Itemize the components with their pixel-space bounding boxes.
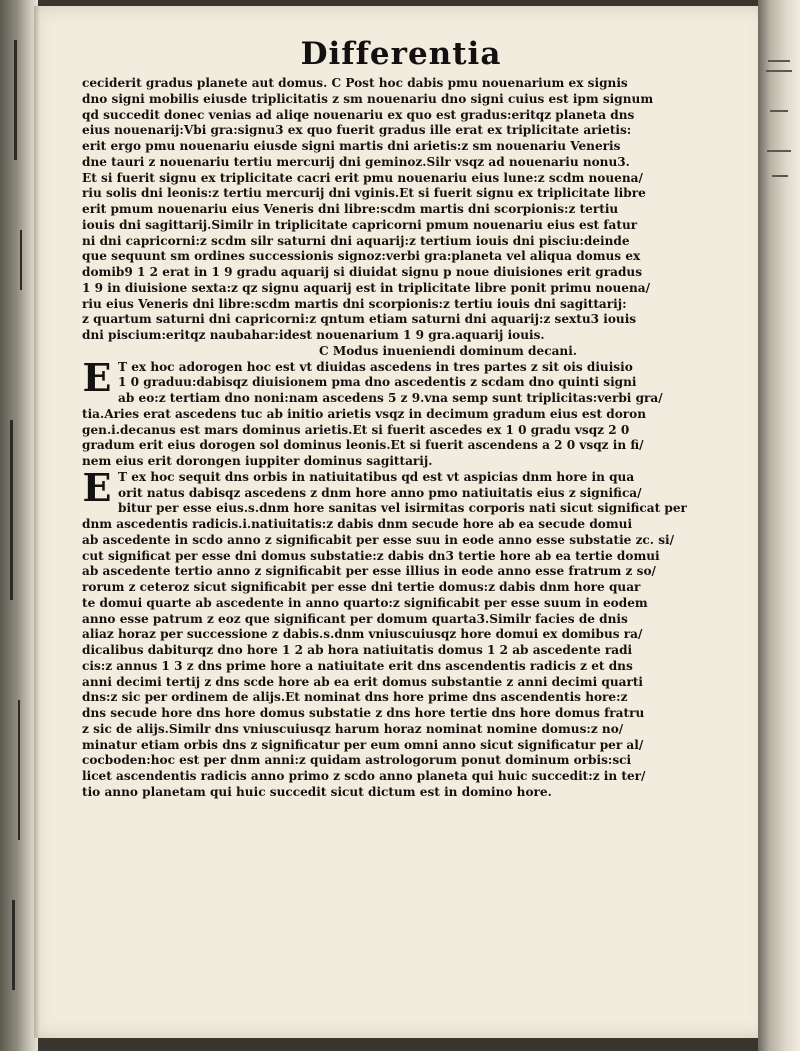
text-line: cis:z annus 1 3 z dns prime hore a natiuitate erit dns ascendentis radicis z et dns bbox=[82, 658, 633, 673]
text-line: dns secude hore dns hore domus substatie z dns hore tertie dns hore domus fratru bbox=[82, 706, 645, 720]
text-line: T ex hoc adorogen hoc est vt diuidas ascedens in tres partes z sit ois diuisio bbox=[118, 359, 633, 374]
page-gutter-shadow bbox=[34, 6, 40, 1038]
text-line: bitur per esse eius.s.dnm hore sanitas vel isirmitas corporis nati sicut significat per bbox=[118, 501, 687, 516]
page-body bbox=[82, 76, 754, 801]
text-line: que sequunt sm ordines successionis signoz:verbi gra:planeta vel aliqua domus ex bbox=[82, 249, 641, 264]
text-line: dicalibus dabiturqz dno hore 1 2 ab hora natiuitatis domus 1 2 ab ascedente radi bbox=[82, 643, 633, 657]
text-line: 1 0 graduu:dabisqz diuisionem pma dno ascedentis z scdam dno quinti signi bbox=[118, 375, 637, 390]
text-line: rorum z ceteroz sicut significabit per esse dni tertie domus:z dabis dnm hore quar bbox=[82, 580, 641, 594]
text-line: ab ascedente in scdo anno z significabit per esse suu in eode anno esse substatie zc. si/ bbox=[82, 532, 675, 547]
initial-capital: E bbox=[82, 359, 112, 400]
book-page bbox=[34, 6, 768, 1038]
text-line: erit ergo pmu nouenariu eiusde signi martis dni arietis:z sm nouenariu Veneris bbox=[82, 139, 621, 153]
text-line: tia.Aries erat ascedens tuc ab initio arietis vsqz in decimum gradum eius est doron bbox=[82, 406, 646, 421]
paragraph-intro bbox=[82, 76, 754, 344]
text-line: z quartum saturni dni capricorni:z qntum etiam saturni dni aquarij:z sextu3 iouis bbox=[82, 312, 637, 327]
text-line: licet ascendentis radicis anno primo z scdo anno planeta qui huic succedit:z in ter/ bbox=[82, 769, 646, 783]
text-line: gen.i.decanus est mars dominus arietis.Et si fuerit ascedes ex 1 0 gradu vsqz 2 0 bbox=[82, 422, 630, 437]
text-line: dni piscium:eritqz naubahar:idest nouenarium 1 9 gra.aquarij iouis. bbox=[82, 328, 545, 342]
text-line: ceciderit gradus planete aut domus. C Post hoc dabis pmu nouenarium ex signis bbox=[82, 76, 628, 90]
text-line: z sic de alijs.Similr dns vniuscuiusqz harum horaz nominat nomine domus:z no/ bbox=[82, 721, 624, 736]
text-line: tio anno planetam qui huic succedit sicut dictum est in domino hore. bbox=[82, 784, 552, 799]
text-line: 1 9 in diuisione sexta:z qz signu aquarij est in triplicitate libre ponit primu nouena/ bbox=[82, 280, 650, 295]
text-line: eius nouenarij:Vbi gra:signu3 ex quo fuerit gradus ille erat ex triplicitate arietis: bbox=[82, 123, 632, 138]
section-heading: C Modus inueniendi dominum decani. bbox=[318, 343, 578, 358]
text-line: qd succedit donec venias ad aliqe nouenariu ex quo est gradus:eritqz planeta dns bbox=[82, 107, 635, 122]
text-line: Et si fuerit signu ex triplicitate cacri erit pmu nouenariu eius lune:z scdm nouena/ bbox=[82, 170, 643, 185]
running-title: Differentia bbox=[300, 36, 502, 72]
text-line: cut significat per esse dni domus substatie:z dabis dn3 tertie hore ab ea tertie domui bbox=[82, 548, 660, 563]
text-line: ni dni capricorni:z scdm silr saturni dni aquarij:z tertium iouis dni pisciu:deinde bbox=[82, 233, 630, 248]
paragraph-orbis bbox=[82, 470, 754, 801]
text-line: riu eius Veneris dni libre:scdm martis dni scorpionis:z tertiu iouis dni sagittarij: bbox=[82, 296, 627, 311]
text-line: gradum erit eius dorogen sol dominus leonis.Et si fuerit ascendens a 2 0 vsqz in fi/ bbox=[82, 438, 644, 453]
text-line: ab ascedente tertio anno z significabit per esse illius in eode anno esse fratrum z so/ bbox=[82, 564, 656, 579]
text-line: domib9 1 2 erat in 1 9 gradu aquarij si diuidat signu p noue diuisiones erit gradus bbox=[82, 265, 642, 279]
paragraph-decanus-text bbox=[82, 360, 754, 470]
text-line: iouis dni sagittarij.Similr in triplicitate capricorni pmum nouenariu eius est fatur bbox=[82, 217, 638, 232]
text-line: dne tauri z nouenariu tertiu mercurij dni geminoz.Silr vsqz ad nouenariu nonu3. bbox=[82, 154, 630, 169]
text-line: dns:z sic per ordinem de alijs.Et nominat dns hore prime dns ascendentis hore:z bbox=[82, 690, 628, 705]
text-line: dno signi mobilis eiusde triplicitatis z sm nouenariu dno signi cuius est ipm signum bbox=[82, 91, 654, 106]
text-line: minatur etiam orbis dns z significatur per eum omni anno sicut significatur per al/ bbox=[82, 737, 644, 752]
paragraph-orbis-text bbox=[82, 470, 754, 801]
text-line: anni decimi tertij z dns scde hore ab ea erit domus substantie z anni decimi quarti bbox=[82, 674, 644, 689]
facing-page-edge-right bbox=[758, 0, 800, 1051]
text-line: T ex hoc sequit dns orbis in natiuitatibus qd est vt aspicias dnm hore in qua bbox=[118, 469, 635, 484]
text-line: aliaz horaz per successione z dabis.s.dnm vniuscuiusqz hore domui ex domibus ra/ bbox=[82, 627, 643, 642]
facing-page-edge-left bbox=[0, 0, 38, 1051]
text-line: anno esse patrum z eoz que significant per domum quarta3.Similr facies de dnis bbox=[82, 611, 628, 626]
text-line: riu solis dni leonis:z tertiu mercurij dni vginis.Et si fuerit signu ex triplicitate libre bbox=[82, 186, 646, 201]
text-line: dnm ascedentis radicis.i.natiuitatis:z dabis dnm secude hore ab ea secude domui bbox=[82, 517, 633, 531]
text-line: te domui quarte ab ascedente in anno quarto:z significabit per esse suum in eodem bbox=[82, 595, 648, 610]
text-line: orit natus dabisqz ascedens z dnm hore anno pmo natiuitatis eius z significa/ bbox=[118, 485, 642, 500]
paragraph-decanus bbox=[82, 360, 754, 470]
text-line: erit pmum nouenariu eius Veneris dni libre:scdm martis dni scorpionis:z tertiu bbox=[82, 202, 619, 216]
text-line: nem eius erit dorongen iuppiter dominus sagittarij. bbox=[82, 454, 433, 468]
text-line: cocboden:hoc est per dnm anni:z quidam astrologorum ponut dominum orbis:sci bbox=[82, 753, 632, 768]
initial-capital: E bbox=[82, 469, 112, 510]
text-line: ab eo:z tertiam dno noni:nam ascedens 5 z 9.vna semp sunt triplicitas:verbi gra/ bbox=[118, 391, 663, 405]
